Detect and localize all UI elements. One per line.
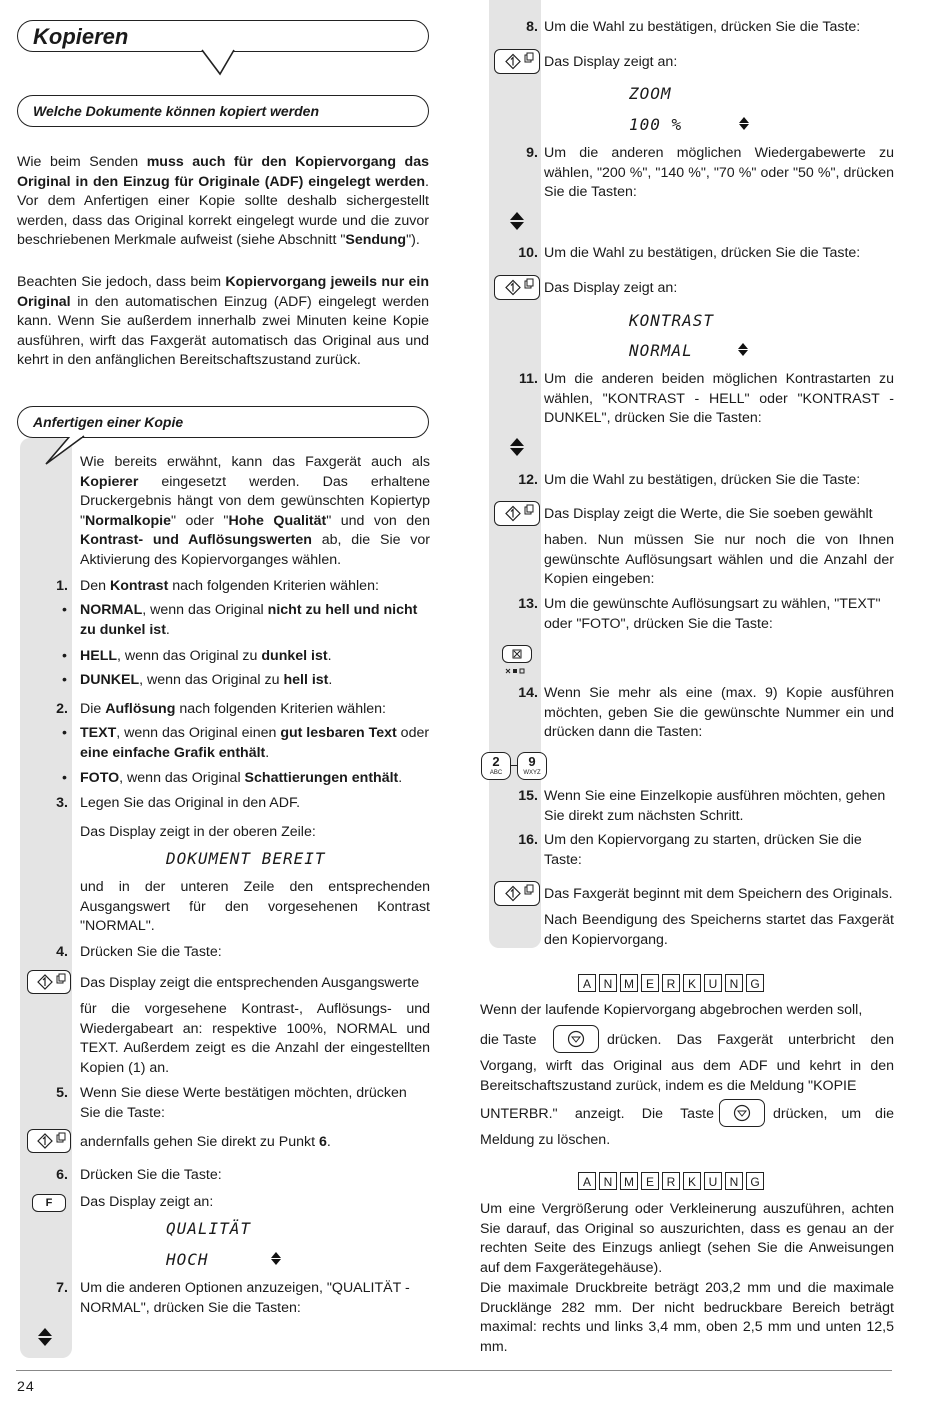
display-scroll-arrows-icon [271, 1252, 285, 1265]
note-1-line-4a: UNTERBR." anzeigt. Die Taste [480, 1106, 714, 1122]
step-6-display: Das Display zeigt an: [80, 1194, 214, 1210]
step-14-number: 14. [518, 685, 538, 701]
stop-key[interactable] [719, 1099, 765, 1127]
function-key[interactable] [32, 1194, 66, 1212]
step-13-number: 13. [518, 596, 538, 612]
step-6-number: 6. [56, 1167, 68, 1183]
note-letter: G [746, 974, 764, 992]
step-4-after: für die vorgesehene Kontrast-, Auflösungs- und Wiedergabeart an: respektive 100%, NORMAL und TEXT. Außerdem zeigt es die Anzahl der eingestellten Kopien (1) an. [80, 1001, 430, 1076]
step-5-number: 5. [56, 1085, 68, 1101]
note-heading-2 [578, 1172, 764, 1190]
lcd-kontrast: KONTRAST [629, 311, 715, 330]
stop-key[interactable] [553, 1025, 599, 1053]
step-12-text: Um die Wahl zu bestätigen, drücken Sie die Taste: [544, 472, 861, 488]
note-1-line-4b: drücken, um die [773, 1106, 894, 1122]
note-letter: M [620, 1172, 638, 1190]
step-7-text: Um die anderen Optionen anzuzeigen, "QUALITÄT - NORMAL", drücken Sie die Tasten: [80, 1280, 410, 1316]
note-letter: R [662, 974, 680, 992]
step-3-number: 3. [56, 795, 68, 811]
subsection-title: Welche Dokumente können kopiert werden [33, 103, 320, 119]
note-heading-1 [578, 974, 764, 992]
copy-start-icon [495, 50, 539, 73]
note-letter: G [746, 1172, 764, 1190]
subsection2-title: Anfertigen einer Kopie [33, 414, 184, 430]
note-letter: M [620, 974, 638, 992]
note-1-line-2a: die Taste [480, 1032, 537, 1048]
intro-paragraph-1: Wie beim Senden muss auch für den Kopiervorgang das Original in den Einzug für Originale (ADF) eingelegt werden. Vor dem Anfertigen einer Kopie sollte deshalb sichergestellt werden, dass das Original korrekt eingelegt wurde und die zuvor beschriebenen Merkmale aufweist (siehe Abschnitt "Sendung"). [17, 154, 429, 249]
note-1-line-1: Wenn der laufende Kopiervorgang abgebrochen werden soll, [480, 1002, 863, 1018]
step-8-number: 8. [526, 19, 538, 35]
note-letter: K [683, 1172, 701, 1190]
note-letter: N [725, 1172, 743, 1190]
number-key-9-letters: WXYZ [523, 770, 541, 776]
step-3-after: und in der unteren Zeile den entsprechenden Ausgangswert für den vorgesehenen Kontrast "NORMAL". [80, 879, 430, 935]
step-4-number: 4. [56, 944, 68, 960]
copy-start-key[interactable] [27, 970, 71, 994]
note-letter: E [641, 1172, 659, 1190]
step-1-text: Den Kontrast nach folgenden Kriterien wählen: [80, 578, 379, 594]
step-16-display: Das Faxgerät beginnt mit dem Speichern des Originals. [544, 886, 893, 902]
step-3-text: Legen Sie das Original in den ADF. [80, 795, 301, 811]
note-letter: N [599, 1172, 617, 1190]
stop-icon [554, 1026, 598, 1052]
step-4-display: Das Display zeigt die entsprechenden Ausgangswerte [80, 975, 420, 991]
step-9-number: 9. [526, 145, 538, 161]
step-15-number: 15. [518, 788, 538, 804]
copy-start-icon [495, 502, 539, 525]
up-down-keys-icon[interactable] [38, 1328, 52, 1346]
resolution-indicator-icon [505, 668, 531, 676]
note-letter: A [578, 974, 596, 992]
lcd-100-percent: 100 % [629, 115, 683, 134]
copy-start-key[interactable] [494, 881, 540, 906]
step-8-display: Das Display zeigt an: [544, 54, 678, 70]
copy-start-key[interactable] [27, 1129, 71, 1153]
copy-start-icon [28, 971, 70, 993]
note-letter: K [683, 974, 701, 992]
step-12-display: Das Display zeigt die Werte, die Sie soeben gewählt [544, 506, 873, 522]
number-key-2[interactable] [481, 752, 511, 780]
step-2-text: Die Auflösung nach folgenden Kriterien wählen: [80, 701, 386, 717]
step-1-number: 1. [56, 578, 68, 594]
resolution-icon [503, 646, 531, 662]
note-letter: A [578, 1172, 596, 1190]
step-16-number: 16. [518, 832, 538, 848]
step-12-after: haben. Nun müssen Sie nur noch die von Ihnen gewünschte Auflösungsart wählen und die Anzahl der Kopien eingeben: [544, 532, 894, 588]
bullet-marker: • [62, 725, 67, 741]
step-10-display: Das Display zeigt an: [544, 280, 678, 296]
footer-rule [16, 1370, 892, 1371]
lcd-zoom: ZOOM [629, 84, 672, 103]
bullet-marker: • [62, 770, 67, 786]
lcd-normal: NORMAL [629, 341, 693, 360]
step-10-number: 10. [518, 245, 538, 261]
step-2-number: 2. [56, 701, 68, 717]
copy-start-key[interactable] [494, 501, 540, 526]
note-letter: R [662, 1172, 680, 1190]
copy-start-icon [495, 276, 539, 299]
step-3-display-intro: Das Display zeigt in der oberen Zeile: [80, 824, 316, 840]
display-scroll-arrows-icon [738, 343, 752, 356]
number-key-9-label: 9 [528, 754, 536, 769]
step-5-else: andernfalls gehen Sie direkt zu Punkt 6. [80, 1134, 331, 1150]
note-1-line-3: Vorgang, wirft das Original aus dem ADF und kehrt in den Bereitschaftszustand zurück, indem es die Meldung "KOPIE [480, 1058, 894, 1094]
step-16-after: Nach Beendigung des Speicherns startet das Faxgerät den Kopiervorgang. [544, 912, 894, 948]
up-down-keys-icon[interactable] [510, 212, 524, 230]
note-2-paragraph-1: Um eine Vergrößerung oder Verkleinerung auszuführen, achten Sie darauf, das Original so auszurichten, dass es genau an der rechten Seite des Einzugs anliegt (sehen Sie die Anweisungen auf dem Faxgerätegehäuse). [480, 1201, 894, 1276]
copy-start-icon [28, 1130, 70, 1152]
display-scroll-arrows-icon [739, 117, 753, 130]
step-14-text: Wenn Sie mehr als eine (max. 9) Kopie ausführen möchten, geben Sie die gewünschte Nummer ein und drücken dann die Tasten: [544, 685, 894, 741]
number-key-9[interactable] [517, 752, 547, 780]
note-letter: E [641, 974, 659, 992]
up-down-keys-icon[interactable] [510, 438, 524, 456]
note-letter: N [599, 974, 617, 992]
step-4-text: Drücken Sie die Taste: [80, 944, 222, 960]
page-number: 24 [17, 1379, 35, 1395]
bullet-hell: HELL, wenn das Original zu dunkel ist. [80, 648, 332, 664]
section-title: Kopieren [33, 24, 129, 49]
copy-start-key[interactable] [494, 275, 540, 300]
lead-paragraph: Wie bereits erwähnt, kann das Faxgerät auch als Kopierer eingesetzt werden. Das erhaltene Druckergebnis hängt von dem gewünschten Kopiertyp "Normalkopie" oder "Hohe Qualität" und von den Kontrast- und Auflösungswerten ab, die Sie vor Aktivierung des Kopiervorganges wählen. [80, 454, 431, 568]
step-16-text: Um den Kopiervorgang zu starten, drücken Sie die Taste: [544, 832, 862, 868]
step-9-text: Um die anderen möglichen Wiedergabewerte zu wählen, "200 %", "140 %", "70 %" oder "50 %", drücken Sie die Tasten: [544, 145, 894, 201]
bullet-dunkel: DUNKEL, wenn das Original zu hell ist. [80, 672, 333, 688]
note-letter: U [704, 1172, 722, 1190]
number-key-2-label: 2 [492, 754, 500, 769]
step-6-text: Drücken Sie die Taste: [80, 1167, 222, 1183]
step-13-text: Um die gewünschte Auflösungsart zu wählen, "TEXT" oder "FOTO", drücken Sie die Taste: [544, 596, 881, 632]
step-11-text: Um die anderen beiden möglichen Kontrastarten zu wählen, "KONTRAST - HELL" oder "KONTRAST - DUNKEL", drücken Sie die Tasten: [544, 371, 894, 427]
function-key-label: F [45, 1197, 53, 1209]
lcd-hoch: HOCH [166, 1250, 209, 1269]
step-12-number: 12. [518, 472, 538, 488]
note-1-line-5: Meldung zu löschen. [480, 1132, 611, 1148]
note-1-line-2b: drücken. Das Faxgerät unterbricht den [607, 1032, 894, 1048]
lcd-qualitaet: QUALITÄT [166, 1219, 252, 1238]
copy-start-icon [495, 882, 539, 905]
step-11-number: 11. [519, 371, 538, 387]
note-letter: U [704, 974, 722, 992]
step-5-text: Wenn Sie diese Werte bestätigen möchten, drücken Sie die Taste: [80, 1085, 407, 1121]
bullet-marker: • [62, 648, 67, 664]
stop-icon [720, 1100, 764, 1126]
step-7-number: 7. [56, 1280, 68, 1296]
intro-paragraph-2: Beachten Sie jedoch, dass beim Kopiervorgang jeweils nur ein Original in den automatischen Einzug (ADF) eingelegt werden kann. Wenn Sie außerdem innerhalb zwei Minuten keine Kopie ausführen, wirft das Faxgerät automatisch das Original aus und kehrt in den anfänglichen Bereitschaftszustand zurück. [17, 274, 429, 369]
steps-panel-left [20, 438, 72, 1358]
bullet-normal: NORMAL, wenn das Original nicht zu hell und nicht zu dunkel ist. [80, 602, 418, 638]
bullet-marker: • [62, 672, 67, 688]
step-8-text: Um die Wahl zu bestätigen, drücken Sie die Taste: [544, 19, 861, 35]
bubble-tail [200, 48, 240, 76]
number-key-2-letters: ABC [489, 770, 503, 776]
copy-start-key[interactable] [494, 49, 540, 74]
bullet-text: TEXT, wenn das Original einen gut lesbaren Text oder eine einfache Grafik enthält. [80, 725, 430, 761]
note-letter: N [725, 974, 743, 992]
resolution-key[interactable] [502, 645, 532, 663]
bullet-marker: • [62, 602, 67, 618]
bullet-foto: FOTO, wenn das Original Schattierungen enthält. [80, 770, 403, 786]
lcd-dokument-bereit: DOKUMENT BEREIT [166, 849, 326, 868]
step-10-text: Um die Wahl zu bestätigen, drücken Sie die Taste: [544, 245, 861, 261]
step-15-text: Wenn Sie eine Einzelkopie ausführen möchten, gehen Sie direkt zum nächsten Schritt. [544, 788, 886, 824]
note-2-paragraph-2: Die maximale Druckbreite beträgt 203,2 mm und die maximale Drucklänge 282 mm. Der nicht bedruckbare Bereich beträgt maximal: rechts und links 3,4 mm, oben 2,5 mm und unten 12,5 mm. [480, 1280, 894, 1355]
